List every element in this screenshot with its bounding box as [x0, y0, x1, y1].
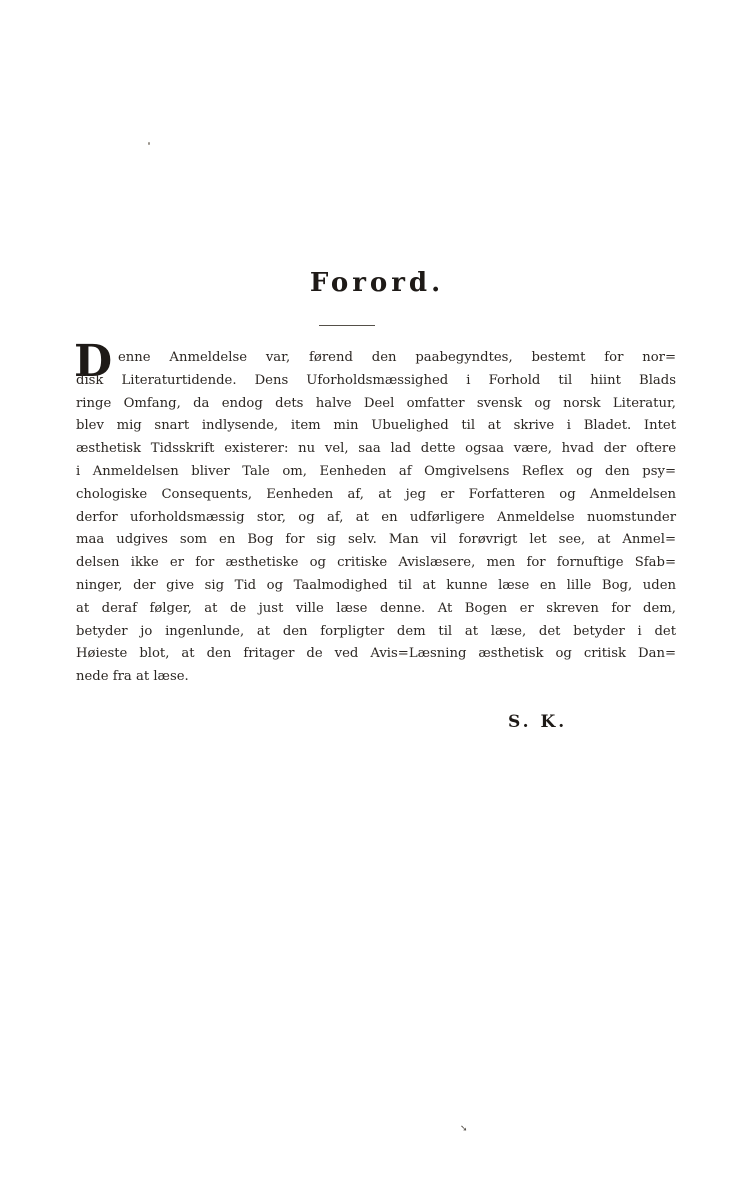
page-title: Forord. [309, 268, 445, 298]
text-line: ninger, der give sig Tid og Taalmodighed til at kunne læse en lille Bog, uden [76, 577, 676, 593]
text-line: nede fra at læse. [76, 669, 189, 685]
printer-mark: ➘ [460, 1124, 468, 1134]
text-line: disk Literaturtidende. Dens Uforholdsmæssighed i Forhold til hiint Blads [76, 372, 676, 388]
author-signature: S. K. [508, 712, 568, 732]
text-line: at deraf følger, at de just ville læse denne. At Bogen er skreven for dem, [76, 600, 676, 616]
text-line: enne Anmeldelse var, førend den paabegyndtes, bestemt for nor= [118, 350, 676, 365]
text-line: i Anmeldelsen bliver Tale om, Eenheden af Omgivelsens Reflex og den psy= [76, 463, 676, 479]
text-line: Høieste blot, at den fritager de ved Avis=Læsning æsthetisk og critisk Dan= [76, 646, 676, 662]
text-line: delsen ikke er for æsthetiske og critiske Avislæsere, men for fornuftige Sfab= [76, 555, 676, 571]
text-line: ringe Omfang, da endog dets halve Deel omfatter svensk og norsk Literatur, [76, 395, 676, 411]
text-line: maa udgives som en Bog for sig selv. Man vil forøvrigt let see, at Anmel= [76, 532, 676, 548]
paper-speck [148, 142, 150, 145]
text-line: chologiske Consequents, Eenheden af, at jeg er Forfatteren og Anmeldelsen [76, 486, 676, 502]
preface-body [76, 347, 676, 689]
text-line: betyder jo ingenlunde, at den forpligter dem til at læse, det betyder i det [76, 623, 676, 639]
text-line: blev mig snart indlysende, item min Ubuelighed til at skrive i Bladet. Intet [76, 418, 676, 434]
text-line: derfor uforholdsmæssig stor, og af, at en udførligere Anmeldelse nuomstunder [76, 509, 676, 525]
drop-cap: D [74, 336, 113, 387]
title-rule [319, 325, 375, 326]
text-line: æsthetisk Tidsskrift existerer: nu vel, saa lad dette ogsaa være, hvad der oftere [76, 441, 676, 457]
